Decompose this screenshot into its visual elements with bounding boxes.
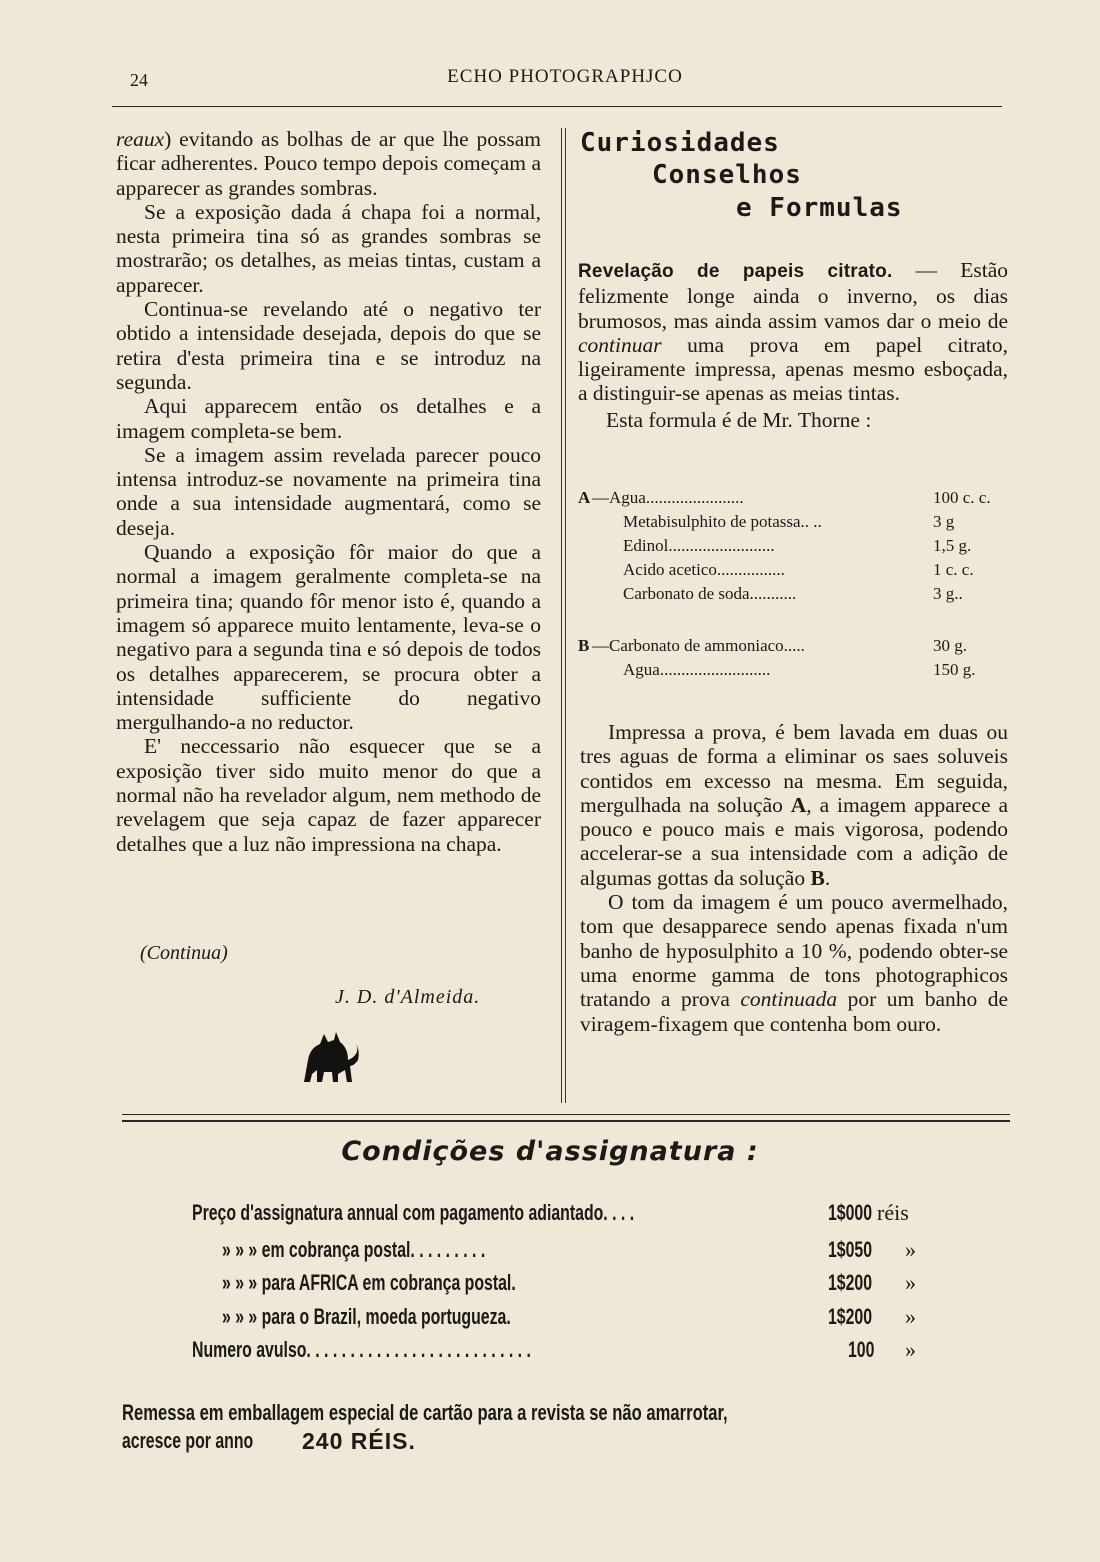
price-unit: »: [905, 1270, 916, 1295]
price-value: [828, 1270, 889, 1296]
price-text: 1$200: [828, 1270, 873, 1295]
header-rule: [112, 106, 1002, 107]
black-cat-ornament-icon: [298, 1030, 362, 1091]
paragraph: Continua-se revelando até o negativo ter obtido a intensidade desejada, depois do que se retira d'esta primeira tina e se introduz na segunda.: [116, 297, 541, 394]
price-text: 1$200: [828, 1304, 873, 1329]
bold-fragment: B: [810, 865, 825, 890]
formula-quantity: 150 g.: [933, 660, 976, 679]
formula-label: A: [578, 488, 591, 507]
price-unit: »: [905, 1304, 916, 1329]
paragraph-text: uma prova em papel citrato, ligeiramente impressa, apenas mesmo esboçada, a distinguir-se apenas as meias tintas.: [578, 332, 1008, 406]
price-value: [828, 1304, 889, 1330]
note-text: Remessa em emballagem especial de cartão para a revista se não amarrotar,: [122, 1400, 728, 1425]
page-number: 24: [130, 70, 148, 90]
price-unit: réis: [877, 1200, 909, 1225]
right-column-body: [580, 720, 1008, 1036]
price-text: 1$000: [828, 1200, 873, 1225]
paragraph: Se a exposição dada á chapa foi a normal, nesta primeira tina só as grandes sombras se mostrarão; os detalhes, as meias tintas, custam a apparecer.: [116, 199, 541, 297]
italic-fragment: reaux: [116, 127, 165, 151]
price-value: [848, 1337, 885, 1363]
paragraph-text: ) evitando as bolhas de ar que lhe possam ficar adherentes. Pouco tempo depois começam a apparecer as grandes sombras.: [116, 127, 541, 200]
paragraph-text: .: [824, 865, 831, 890]
right-column-intro: [578, 258, 1008, 432]
page-header: [130, 62, 1000, 92]
formula-quantity: 30 g.: [933, 636, 967, 655]
formula-quantity: 3 g: [933, 512, 955, 531]
paragraph: [578, 258, 1008, 406]
formula-row: [578, 660, 1003, 682]
author-signature: J. D. d'Almeida.: [335, 986, 481, 1008]
paragraph: Aqui apparecem então os detalhes e a imagem completa-se bem.: [116, 394, 541, 443]
shipping-note: [122, 1400, 1022, 1454]
formula-ingredient: Acido acetico................: [623, 560, 785, 579]
price-row-label: [192, 1337, 663, 1363]
price-text: 1$050: [828, 1237, 873, 1262]
formula-row: [578, 488, 1003, 510]
price-label-text: » » » para o Brazil, moeda portugueza.: [222, 1304, 511, 1329]
formula-row: [578, 536, 1003, 558]
shipping-note-line: [122, 1400, 1022, 1426]
price-row-label: [192, 1200, 806, 1226]
price-row-label: [222, 1304, 623, 1330]
formula-ingredient: Agua..........................: [623, 660, 771, 679]
paragraph-text: — Estão felizmente longe ainda o inverno, os dias brumosos, mas ainda assim vamos dar o meio de: [578, 258, 1008, 333]
section-rule: [122, 1120, 1010, 1122]
column-divider: [565, 128, 566, 1103]
subscription-title: Condições d'assignatura :: [341, 1136, 759, 1167]
formula-quantity: 1 c. c.: [933, 560, 974, 579]
italic-fragment: continuar: [578, 332, 662, 357]
section-rule: [122, 1114, 1010, 1115]
formula-quantity: 3 g..: [933, 584, 963, 603]
price-label-text: Preço d'assignatura annual com pagamento adiantado. . . .: [192, 1200, 635, 1225]
left-column: [116, 127, 541, 856]
section-title-line: Conselhos: [652, 160, 802, 190]
paragraph: E' neccessario não esquecer que se a exposição tiver sido muito menor do que a normal não ha revelador algum, nem methodo de revelagem que seja capaz de fazer apparecer detalhes que a luz não impressiona na chapa.: [116, 734, 541, 856]
paragraph-text: , a imagem apparece a pouco e pouco mais e mais vigorosa, podendo accelerar-se a sua intensidade com a adição de algumas gottas da solução: [580, 792, 1008, 890]
formula-label: B: [578, 636, 590, 655]
paragraph-text: O tom da imagem é um pouco avermelhado, tom que desapparece sendo apenas fixada n'um banho de hyposulphito a 10 %, podendo obter-se uma enorme gamma de tons photographicos tratando a prova: [580, 890, 1008, 1012]
formula-row: [578, 636, 1003, 658]
running-title: ECHO PHOTOGRAPHJCO: [447, 66, 683, 87]
section-title-line: e Formulas: [736, 193, 903, 223]
note-text: acresce por anno: [122, 1428, 254, 1453]
price-row-label: [222, 1237, 588, 1263]
price-label-text: » » » em cobrança postal. . . . . . . . .: [222, 1237, 486, 1262]
shipping-note-line: [122, 1428, 1022, 1454]
formula-row: [578, 560, 1003, 582]
paragraph: [580, 890, 1008, 1036]
price-label-text: » » » para AFRICA em cobrança postal.: [222, 1270, 516, 1295]
formula-ingredient: —Carbonato de ammoniaco.....: [592, 636, 805, 655]
note-emphasis: 240 RÉIS.: [302, 1428, 416, 1454]
formula-ingredient: —Agua.......................: [592, 488, 744, 507]
formula-quantity: 1,5 g.: [933, 536, 972, 555]
paragraph: [116, 127, 541, 200]
paragraph: Se a imagem assim revelada parecer pouco intensa introduz-se novamente na primeira tina onde a sua intensidade augmentará, como se deseja.: [116, 442, 541, 540]
formula-quantity: 100 c. c.: [933, 488, 991, 507]
price-unit: »: [905, 1237, 916, 1262]
price-row-label: [222, 1270, 630, 1296]
paragraph: Quando a exposição fôr maior do que a normal a imagem geralmente completa-se na primeira tina; quando fôr menor isto é, quando a imagem só apparece muito lentamente, leva-se o negativo para a segunda tina e só depois de todos os detalhes apparecerem, se procura obter a intensidade sufficiente do negativo mergulhando-a no reductor.: [116, 540, 541, 735]
paragraph-text: por um banho de viragem-fixagem que contenha bom ouro.: [580, 987, 1009, 1036]
formula-ingredient: Carbonato de soda...........: [623, 584, 797, 603]
formula-ingredient: Metabisulphito de potassa.. ..: [623, 512, 822, 531]
price-unit: »: [905, 1337, 916, 1362]
price-label-text: Numero avulso. . . . . . . . . . . . . . . . . . . . . . . . . .: [192, 1337, 531, 1362]
formula-row: [578, 584, 1003, 606]
paragraph: [580, 720, 1008, 890]
section-title-line: Curiosidades: [580, 128, 780, 158]
continua-note: (Continua): [140, 942, 228, 964]
bold-fragment: A: [790, 792, 807, 817]
price-value: [828, 1237, 889, 1263]
formula-intro: Esta formula é de Mr. Thorne :: [606, 407, 872, 432]
column-divider: [561, 128, 562, 1103]
paragraph-text: Impressa a prova, é bem lavada em duas ou tres aguas de forma a eliminar os saes soluveis contidos em excesso na mesma. Em seguida, mergulhada na solução: [580, 720, 1008, 817]
formula-ingredient: Edinol.........................: [623, 536, 775, 555]
formula-row: [578, 512, 1003, 534]
italic-fragment: continuada: [740, 987, 838, 1012]
price-text: 100: [848, 1337, 875, 1362]
bold-lead: Revelação de papeis citrato.: [578, 261, 893, 282]
